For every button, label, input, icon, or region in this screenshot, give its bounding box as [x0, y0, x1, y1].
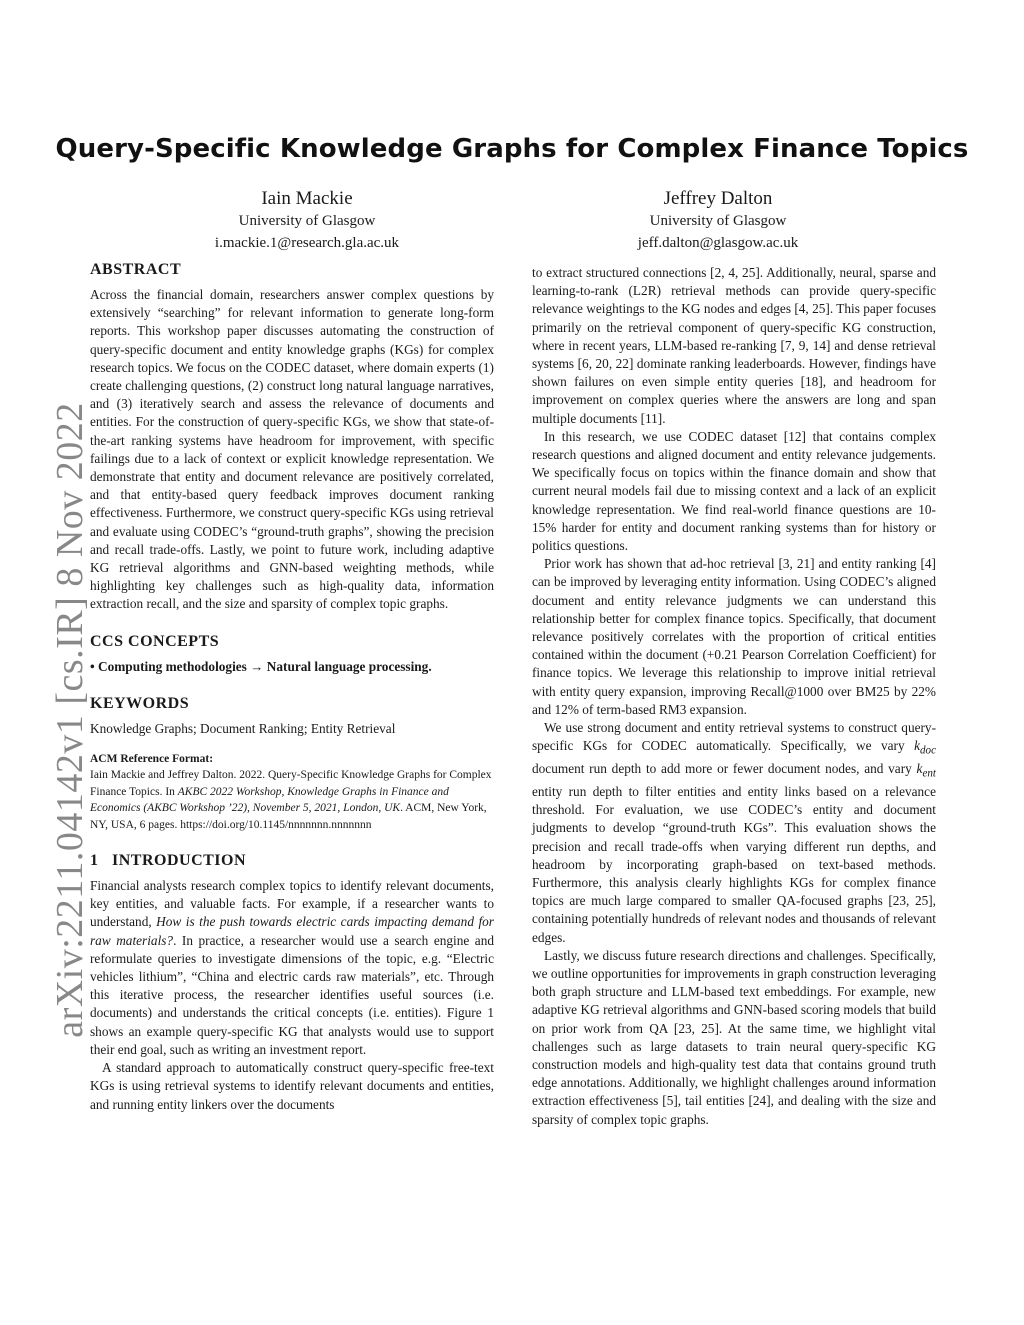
keywords-text: Knowledge Graphs; Document Ranking; Entity Retrieval: [90, 720, 396, 736]
ccs-heading: CCS CONCEPTS: [90, 632, 220, 650]
p4-part-b: document run depth to add more or fewer document nodes, and vary: [532, 761, 917, 777]
left-column: [90, 260, 494, 1127]
acm-reference-section: [90, 751, 494, 833]
introduction-paragraph-2: A standard approach to automatically construct query-specific free-text KGs is using retrieval systems to identify relevant documents and entities, and running entity linkers over the documents: [90, 1060, 494, 1112]
p4-part-c: entity run depth to filter entities and entity links based on a relevance threshold. For evaluation, we use CODEC’s entity and document judgments to develop “ground-truth KGs”. This evaluation shows the precision and recall trade-offs when varying different run depths, and headroom by incorporating graph-based on text-based methods. Furthermore, this analysis clearly highlights KGs for complex finance topics are much large compared to smaller QA-focused graphs [23, 25], containing potentially hundreds of relevant nodes and thousands of relevant edges.: [532, 784, 936, 945]
k-doc-base: k: [914, 738, 920, 754]
right-paragraph-5: Lastly, we discuss future research directions and challenges. Specifically, we outline opportunities for improvements in graph construction leveraging both graph structure and LLM-based text embeddings. For example, new adaptive KG retrieval algorithms and GNN-based scoring models that build on prior work from QA [23, 25]. At the same time, we highlight vital challenges such as large datasets to train neural query-specific KG construction models and high-quality test data that contains ground truth edge annotations. Additionally, we highlight challenges around information extraction effectiveness [5], tail entities [24], and dealing with the size and sparsity of complex topic graphs.: [532, 947, 936, 1127]
k-ent-base: k: [916, 761, 923, 777]
keywords-section: [90, 694, 494, 738]
author-email: jeff.dalton@glasgow.ac.uk: [637, 235, 799, 251]
keywords-heading: KEYWORDS: [90, 694, 190, 712]
author-name: Jeffrey Dalton: [663, 188, 773, 209]
k-doc-subscript: doc: [920, 744, 936, 757]
author-block-2: [518, 188, 918, 254]
right-paragraph-2: In this research, we use CODEC dataset [12] that contains complex research questions and aligned document and entity relevance judgements. We specifically focus on topics within the finance domain and show that current neural models fail due to missing context and a lack of an explicit knowledge representation. We find real-world finance questions are 10-15% harder for entity and document ranking systems than for history or politics questions.: [532, 428, 936, 554]
intro-example-query: How is the push towards electric cards impacting demand for raw materials?: [90, 914, 494, 948]
abstract-section: [90, 260, 494, 614]
right-paragraph-1: to extract structured connections [2, 4, 25]. Additionally, neural, sparse and learning-to-rank (L2R) retrieval methods can provide query-specific relevance weightings to the KG nodes and edges [4, 25]. This paper focuses primarily on the retrieval component of query-specific KG construction, where in recent years, LLM-based re-ranking [7, 9, 14] and dense retrieval systems [6, 20, 22] dominate ranking leaderboards. However, findings have shown failures on even simple entity queries [18], and headroom for improvement on complex queries where the answers are long and span multiple documents [11].: [532, 265, 936, 426]
author-affiliation: University of Glasgow: [238, 213, 376, 229]
intro-p1-part-b: . In practice, a researcher would use a search engine and reformulate queries to investigate dimensions of the topic, e.g. “Electric vehicles lithium”, “China and electric cards raw materials”, etc. Through this iterative process, the researcher identifies useful sources (i.e. documents) and understands the critical concepts (i.e. entities). Figure 1 shows an example query-specific KG that analysts would use to support their end goal, such as writing an investment report.: [90, 932, 494, 1057]
abstract-text: Across the financial domain, researchers answer complex questions by extensively “searching” for relevant information to generate long-form reports. This workshop paper discusses automating the construction of query-specific document and entity knowledge graphs (KGs) for complex research topics. We focus on the CODEC dataset, where domain experts (1) create challenging questions, (2) construct long natural language narratives, and (3) iteratively search and assess the relevance of documents and entities. For the construction of query-specific KGs, we show that state-of-the-art ranking systems have headroom for improvement, with specific failings due to a lack of context or explicit knowledge representation. We demonstrate that entity and document relevance are positively correlated, and that entity-based query feedback improves document ranking effectiveness. Furthermore, we construct query-specific KGs using retrieval and evaluate using CODEC’s “ground-truth graphs”, showing the precision and recall trade-offs. Lastly, we point to future work, including adaptive KG retrieval algorithms and GNN-based weighting methods, while highlighting key challenges such as high-quality data, information extraction recall, and the size and sparsity of complex topic graphs.: [90, 287, 494, 612]
ccs-text: • Computing methodologies → Natural language processing.: [90, 658, 432, 674]
acm-reference-part2: . ACM, New York, NY, USA, 6 pages. https://doi.org/10.1145/nnnnnnn.nnnnnnn: [90, 802, 487, 831]
right-paragraph-3: Prior work has shown that ad-hoc retrieval [3, 21] and entity ranking [4] can be improved by leveraging entity information. Using CODEC’s aligned document and entity relevance judgments we can understand this relationship better for complex finance topics. Specifically, that document relevance positively correlates with the proportion of critical entities contained within the document (+0.21 Pearson Correlation Coefficient) for finance topics. We leverage this relationship to improve initial retrieval with entity query expansion, improving Recall@1000 over BM25 by 22% and 12% of term-based RM3 expansion.: [532, 556, 936, 717]
author-email: i.mackie.1@research.gla.ac.uk: [214, 235, 400, 251]
author-block-1: [107, 188, 507, 254]
right-paragraph-4: [532, 719, 936, 947]
k-doc-symbol: [914, 738, 936, 757]
author-affiliation: University of Glasgow: [649, 213, 787, 229]
k-ent-subscript: ent: [922, 767, 936, 780]
paper-title: Query-Specific Knowledge Graphs for Complex Finance Topics: [55, 134, 969, 164]
introduction-section: [90, 851, 494, 1114]
acm-reference-venue: AKBC 2022 Workshop, Knowledge Graphs in Finance and Economics (AKBC Workshop ’22), November 5, 2021, London, UK: [90, 785, 449, 815]
introduction-paragraph-1: [90, 877, 494, 1059]
arxiv-identifier: arXiv:2211.04142v1 [cs.IR] 8 Nov 2022: [49, 402, 91, 1038]
ccs-section: [90, 632, 494, 676]
p4-part-a: We use strong document and entity retrieval systems to construct query-specific KGs for CODEC automatically. Specifically, we vary: [532, 720, 936, 754]
acm-reference-part1: Iain Mackie and Jeffrey Dalton. 2022. Query-Specific Knowledge Graphs for Complex Finance Topics. In: [90, 769, 492, 798]
intro-p1-part-a: Financial analysts research complex topics to identify relevant documents, key entities, and valuable facts. For example, if a researcher wants to understand,: [90, 878, 494, 930]
acm-reference-heading: ACM Reference Format:: [90, 753, 214, 766]
k-ent-symbol: [916, 761, 936, 780]
acm-reference-text: [90, 767, 494, 833]
abstract-heading: ABSTRACT: [90, 261, 182, 278]
introduction-heading: 1 INTRODUCTION: [90, 852, 247, 870]
right-column: [532, 264, 936, 1129]
author-name: Iain Mackie: [261, 188, 353, 209]
